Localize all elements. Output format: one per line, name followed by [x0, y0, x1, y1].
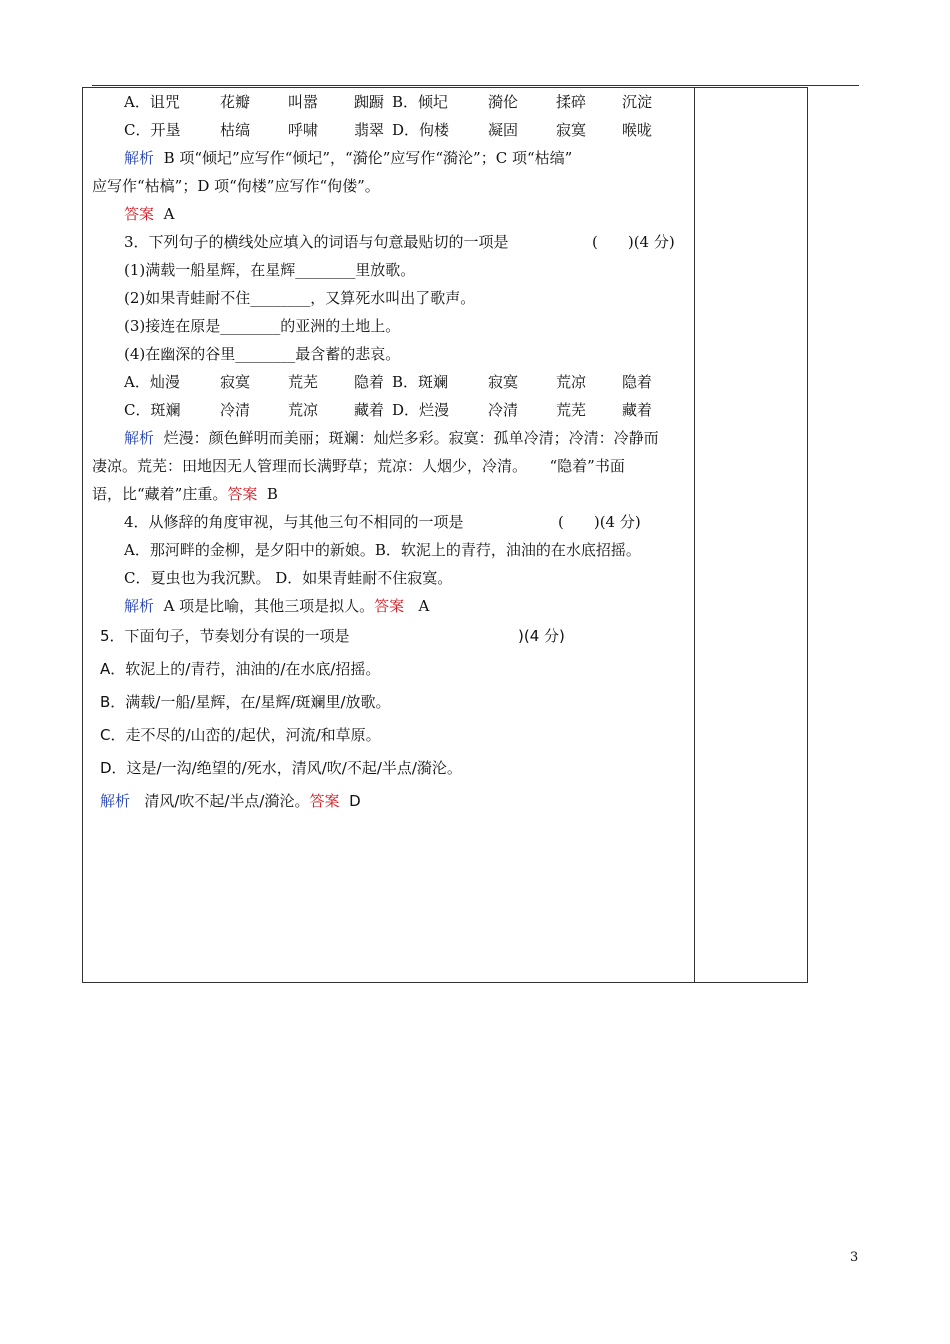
q2-optD-3: 寂寞 [556, 121, 587, 139]
q3-analysis-text-1: 烂漫：颜色鲜明而美丽；斑斓：灿烂多彩。寂寞：孤单冷清；冷清：冷静而 [163, 429, 659, 447]
q4-analysis-label: 解析 [124, 597, 155, 615]
q2-optC-1: C．开垦 [124, 121, 181, 139]
q4-optB: B．软泥上的青荇，油油的在水底招摇。 [374, 541, 641, 559]
q3-sentence-1 [92, 256, 688, 284]
q3-score: ( )(4 分) [592, 233, 675, 251]
q3-sentence-2-text: (2)如果青蛙耐不住________，又算死水叫出了歌声。 [124, 289, 476, 307]
q4-analysis [92, 592, 688, 620]
q3-optD-4: 藏着 [622, 401, 653, 419]
q3-sentence-4 [92, 340, 688, 368]
q3-optC-3: 荒凉 [288, 401, 319, 419]
q3-optC-2: 冷清 [220, 401, 251, 419]
q2-optA-1: A．诅咒 [124, 93, 180, 111]
q5-stem [92, 620, 688, 653]
q2-optA-4: 踟蹰 [354, 93, 385, 111]
q2-optC-2: 枯缟 [220, 121, 251, 139]
q3-sentence-3-text: (3)接连在原是________的亚洲的土地上。 [124, 317, 401, 335]
q3-analysis-label: 解析 [124, 429, 155, 447]
q4-analysis-text: A 项是比喻，其他三项是拟人。 [163, 597, 375, 615]
q4-answer-label: 答案 [374, 597, 405, 615]
q3-analysis-line-2 [92, 452, 688, 480]
q5-optD-text: D．这是/一沟/绝望的/死水，清风/吹/不起/半点/漪沦。 [100, 759, 462, 777]
q2-analysis-text-2: 应写作“枯槁”；D 项“佝楼”应写作“佝偻”。 [92, 177, 380, 195]
q4-option-row-cd [92, 564, 688, 592]
q3-option-row-cd [92, 396, 688, 424]
q2-optA-2: 花瓣 [220, 93, 251, 111]
q3-sentence-3 [92, 312, 688, 340]
q2-optD-1: D．佝楼 [392, 121, 450, 139]
q3-answer-value: B [266, 485, 278, 503]
q3-optA-1: A．灿漫 [124, 373, 180, 391]
q5-stem-text: 5．下面句子，节奏划分有误的一项是 [100, 627, 350, 645]
q3-sentence-2 [92, 284, 688, 312]
q3-stem [92, 228, 688, 256]
q4-optD: D．如果青蛙耐不住寂寞。 [275, 569, 453, 587]
q2-optA-3: 叫嚣 [288, 93, 319, 111]
q3-optA-4: 隐着 [354, 373, 385, 391]
q4-optA: A．那河畔的金柳，是夕阳中的新娘。 [124, 541, 375, 559]
q3-optA-3: 荒芜 [288, 373, 319, 391]
q3-optC-4: 藏着 [354, 401, 385, 419]
q5-answer-value: D [349, 792, 361, 810]
q4-score: ( )(4 分) [558, 513, 641, 531]
q5-analysis [92, 785, 688, 818]
q2-analysis-label: 解析 [124, 149, 155, 167]
q3-analysis-text-2: 凄凉。荒芜：田地因无人管理而长满野草；荒凉：人烟少，冷清。 “隐着”书面 [92, 457, 625, 475]
q4-stem [92, 508, 688, 536]
q5-answer-label: 答案 [309, 792, 340, 810]
q2-optB-4: 沉淀 [622, 93, 653, 111]
q2-analysis-line-2 [92, 172, 688, 200]
main-content [92, 88, 688, 818]
q2-answer-value: A [163, 205, 175, 223]
q2-option-row-ab [92, 88, 688, 116]
q5-analysis-text: 清风/吹不起/半点/漪沦。 [144, 792, 310, 810]
q5-optC-text: C．走不尽的/山峦的/起伏，河流/和草原。 [100, 726, 381, 744]
q2-optC-4: 翡翠 [354, 121, 385, 139]
q2-optD-2: 凝固 [488, 121, 519, 139]
q2-optB-3: 揉碎 [556, 93, 587, 111]
q5-optA-text: A．软泥上的/青荇，油油的/在水底/招摇。 [100, 660, 381, 678]
page-number: 3 [850, 1250, 859, 1265]
q2-option-row-cd [92, 116, 688, 144]
q2-optB-2: 漪伦 [488, 93, 519, 111]
q4-stem-text: 4．从修辞的角度审视，与其他三句不相同的一项是 [124, 513, 464, 531]
q2-answer-label: 答案 [124, 205, 155, 223]
q2-optD-4: 喉咙 [622, 121, 653, 139]
q2-answer [92, 200, 688, 228]
q2-optC-3: 呼啸 [288, 121, 319, 139]
q3-answer-label: 答案 [227, 485, 258, 503]
q3-stem-text: 3．下列句子的横线处应填入的词语与句意最贴切的一项是 [124, 233, 509, 251]
q3-sentence-4-text: (4)在幽深的谷里________最含蓄的悲哀。 [124, 345, 401, 363]
q5-optB [92, 686, 688, 719]
q5-analysis-label: 解析 [100, 792, 131, 810]
q5-score: )(4 分) [518, 627, 565, 645]
q3-optD-3: 荒芜 [556, 401, 587, 419]
q2-analysis-text-1: B 项“倾圮”应写作“倾圮”，“漪伦”应写作“漪沦”；C 项“枯缟” [163, 149, 573, 167]
q3-optB-4: 隐着 [622, 373, 653, 391]
q5-optA [92, 653, 688, 686]
q3-optA-2: 寂寞 [220, 373, 251, 391]
q5-optB-text: B．满载/一船/星辉，在/星辉/斑斓里/放歌。 [100, 693, 391, 711]
table-column-divider [694, 87, 695, 983]
q4-optC: C．夏虫也为我沉默。 [124, 569, 271, 587]
q3-analysis-line-3 [92, 480, 688, 508]
q2-optB-1: B．倾圮 [392, 93, 449, 111]
q3-optD-1: D．烂漫 [392, 401, 450, 419]
q4-answer-value: A [418, 597, 430, 615]
q3-analysis-line-1 [92, 424, 688, 452]
q3-optB-2: 寂寞 [488, 373, 519, 391]
q5-block [92, 620, 688, 818]
q3-optB-3: 荒凉 [556, 373, 587, 391]
header-rule [92, 85, 859, 86]
q2-analysis-line-1 [92, 144, 688, 172]
q5-optD [92, 752, 688, 785]
q3-analysis-text-3: 语，比“藏着”庄重。 [92, 485, 228, 503]
q4-option-row-ab [92, 536, 688, 564]
q3-sentence-1-text: (1)满载一船星辉，在星辉________里放歌。 [124, 261, 416, 279]
q3-optD-2: 冷清 [488, 401, 519, 419]
q5-optC [92, 719, 688, 752]
q3-optB-1: B．斑斓 [392, 373, 449, 391]
q3-option-row-ab [92, 368, 688, 396]
q3-optC-1: C．斑斓 [124, 401, 181, 419]
